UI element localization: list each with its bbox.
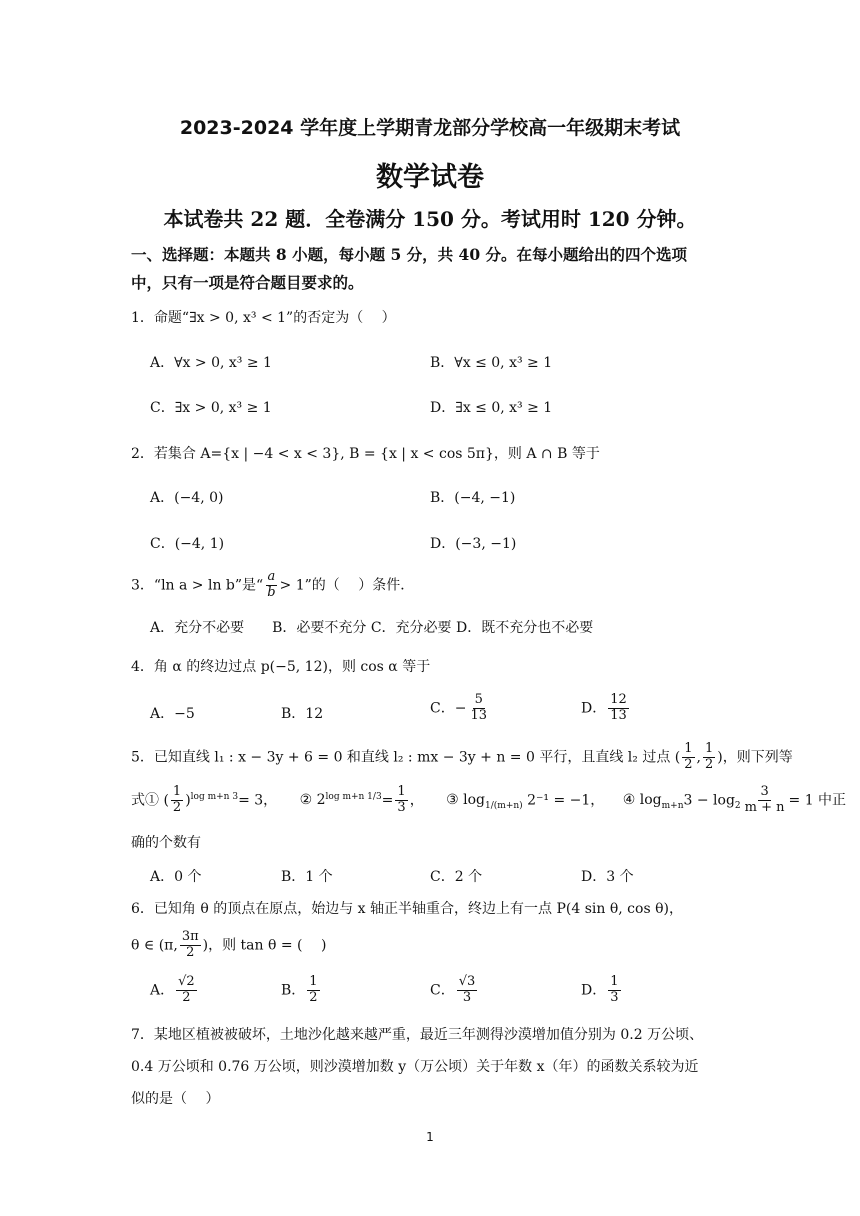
question-2-stem: 2．若集合 A={x | −4 < x < 3}, B = {x | x < cos 5π}，则 A ∩ B 等于 [131,446,600,462]
equation-4-start: ④ log [622,792,662,809]
equation-1-start: 式① ( [131,792,169,809]
option-label: A． [150,982,175,999]
option-label: B． [281,982,306,999]
option-label: D． [581,700,607,717]
fraction-denominator: 3 [397,799,406,815]
question-4-option-d [581,693,631,724]
question-7-line-2: 0.4 万公顷和 0.76 万公顷，则沙漠增加数 y（万公顷）关于年数 x（年）的函数关系较为近 [131,1059,699,1075]
question-6-interval-start: θ ∈ (π, [131,937,178,954]
option-fraction [307,975,319,1006]
question-6-option-b [281,975,322,1006]
section-heading-line2: 中，只有一项是符合题目要求的。 [131,273,364,292]
fraction-denominator: 2 [186,944,195,960]
fraction-denominator: 13 [610,707,627,723]
fraction-denominator: 2 [182,989,191,1005]
question-6-option-d [581,975,623,1006]
equation-2-start: ② 2 [299,792,326,809]
question-4-stem: 4．角 α 的终边过点 p(−5, 12)，则 cos α 等于 [131,659,431,675]
question-4-option-b: B．12 [281,706,324,722]
fraction-numerator: 3 [760,784,769,799]
question-3-stem-post: > 1”的（ ）条件． [279,577,415,594]
fraction-numerator: 12 [610,692,627,707]
question-5-text: 5．已知直线 l₁ : x − 3y + 6 = 0 和直线 l₂ : mx − 3y + n = 0 平行，且直线 l₂ 过点 ( [131,749,681,766]
page-number: 1 [426,1130,434,1144]
equation-3-end: 2⁻¹ = −1， [527,792,605,809]
equation-3-start: ③ log [446,792,486,809]
fraction-numerator: √2 [178,974,195,989]
equation-1-paren: ) [185,792,191,809]
question-6-line-1: 6．已知角 θ 的顶点在原点，始边与 x 轴正半轴重合，终边上有一点 P(4 sin θ, cos θ)， [131,901,683,917]
question-3-fraction [265,570,277,601]
question-5-option-d: D．3 个 [581,869,634,885]
question-2-option-c: C．(−4, 1) [150,536,225,552]
question-1-option-c: C．∃x > 0, x³ ≥ 1 [150,400,272,416]
option-label: C．− [430,700,467,717]
question-6-interval-fraction [180,930,201,961]
question-6-option-a [150,975,199,1006]
equation-4-end: = 1 中正 [788,792,847,809]
equation-1-end: = 3， [238,792,278,809]
option-fraction [176,975,197,1006]
question-1-option-b: B．∀x ≤ 0, x³ ≥ 1 [430,355,553,371]
fraction-denominator: 2 [684,756,693,772]
equation-2-exponent: log m+n 1/3 [325,791,382,802]
question-6-option-c [430,975,479,1006]
option-label: D． [581,982,607,999]
option-fraction [608,693,629,724]
fraction-denominator: 13 [470,707,487,723]
fraction-denominator: b [267,584,276,600]
fraction-numerator: 1 [397,784,406,799]
question-2-option-a: A．(−4, 0) [150,490,224,506]
fraction-numerator: 3π [181,929,199,944]
question-1-stem: 1．命题“∃x > 0, x³ < 1”的否定为（ ） [131,310,396,326]
option-fraction [457,975,478,1006]
fraction-denominator: 2 [309,989,318,1005]
fraction-denominator: 3 [610,989,619,1005]
question-4-option-a: A．−5 [150,706,195,722]
question-5-option-a: A．0 个 [150,869,202,885]
equation-4-base-1: m+n [661,801,684,812]
equation-1-fraction: $\frac{1}{2}$ [172,784,182,815]
question-1-option-a: A．∀x > 0, x³ ≥ 1 [150,355,272,371]
equation-4-fraction [743,785,787,816]
question-7-line-3: 似的是（ ） [131,1091,220,1107]
question-2-option-b: B．(−4, −1) [430,490,516,506]
section-heading-line1: 一、选择题：本题共 8 小题，每小题 5 分，共 40 分。在每小题给出的四个选项 [131,245,688,264]
equation-1-exponent: log m+n 3 [190,791,239,802]
fraction-numerator: √3 [458,974,476,989]
fraction-denominator: 2 [704,756,714,772]
equation-2-fraction [395,785,407,816]
fraction-numerator: 1 [704,741,714,756]
question-7-line-1: 7．某地区植被被破坏，土地沙化越来越严重，最近三年测得沙漠增加值分别为 0.2 万公顷、 [131,1027,704,1043]
equation-4-middle: 3 − log [683,792,735,809]
question-3-stem-pre: 3．“ln a > ln b”是“ [131,577,264,594]
question-6-interval-end: )，则 tan θ = ( ) [202,937,327,954]
fraction-numerator: 1 [684,741,693,756]
exam-title: 2023-2024 学年度上学期青龙部分学校高一年级期末考试 [179,117,681,139]
question-5-option-b: B．1 个 [281,869,333,885]
option-fraction [468,693,489,724]
fraction-denominator: 3 [462,989,472,1005]
question-1-option-d: D．∃x ≤ 0, x³ ≥ 1 [430,400,553,416]
fraction-denominator: m + n [744,799,785,815]
fraction-numerator: 5 [474,692,483,707]
question-3-options: A．充分不必要 B．必要不充分 C．充分必要 D．既不充分也不必要 [150,620,594,636]
exam-info: 本试卷共 22 题．全卷满分 150 分。考试用时 120 分钟。 [163,207,697,231]
point-x-fraction [682,742,694,773]
point-y-fraction [703,742,715,773]
question-5-text-end: )，则下列等 [717,749,793,766]
fraction-numerator: 1 [610,974,619,989]
question-5-line-2: 式① ( $\frac{1}{2}$ )$^{log m+n 3}$= 3， ② $2^{log m+n 1/3}=$ $\frac{1}{3}$ ， ③ $\log_{1/(m+n)} 2^{-1} = -1$， ④ $\log_{m+n}3 - \log_2$ $\frac{3}{m + n}$ = 1 中正 [131,784,847,815]
option-label: C． [430,982,455,999]
subject-title: 数学试卷 [376,162,484,193]
fraction-numerator: 1 [309,974,318,989]
question-3-stem [131,570,414,601]
question-4-option-c [430,693,491,724]
equation-4-base-2: 2 [734,801,741,812]
question-2-option-d: D．(−3, −1) [430,536,517,552]
question-6-line-2 [131,930,326,961]
question-5-line-1: 5．已知直线 l₁ : x − 3y + 6 = 0 和直线 l₂ : mx − 3y + n = 0 平行，且直线 l₂ 过点 ( $\frac{1}{2}$ , $\frac{1}{2}$ )，则下列等 [131,741,793,772]
question-5-option-c: C．2 个 [430,869,483,885]
equation-3-base: 1/(m+n) [485,801,523,812]
option-fraction [608,975,620,1006]
equation-2-equals: = [381,792,394,809]
fraction-numerator: a [267,569,276,584]
question-5-line-3: 确的个数有 [131,835,201,851]
